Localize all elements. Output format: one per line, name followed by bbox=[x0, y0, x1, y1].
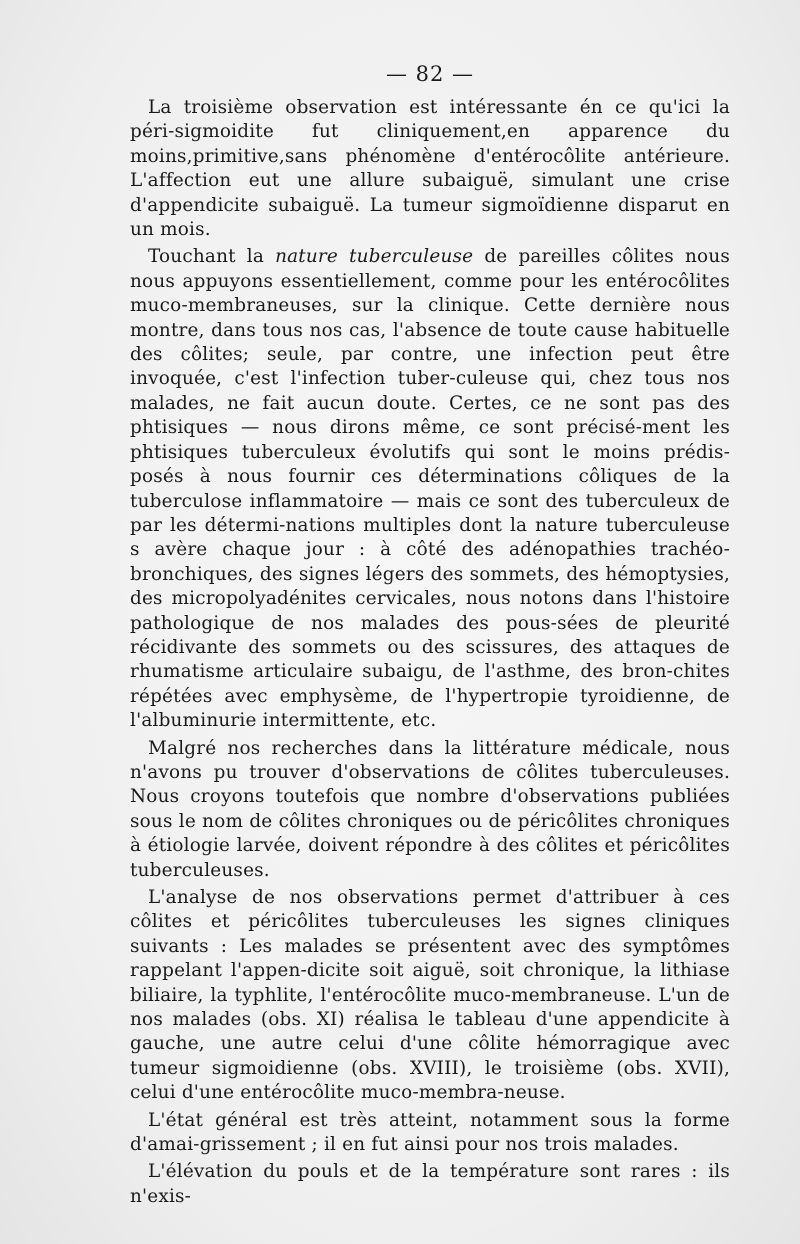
paragraph-2-text-start: Touchant la bbox=[148, 246, 276, 268]
italic-phrase: nature tuberculeuse bbox=[275, 246, 474, 268]
book-page bbox=[130, 62, 730, 1212]
paragraph-3-text: Malgré nos recherches dans la littérature médicale, nous n'avons pu trouver d'observations de côlites tuberculeuses. Nous croyons toutefois que nombre d'observations publiées sous le nom de côlites chroniques ou de péricôlites chroniques à étiologie larvée, doivent répondre à des côlites et péricôlites tuberculeuses. bbox=[130, 737, 730, 881]
paragraph-2 bbox=[130, 245, 730, 733]
paragraph-6-text: L'élévation du pouls et de la température sont rares : ils n'exis- bbox=[130, 1161, 730, 1207]
paragraph-4-text: L'analyse de nos observations permet d'attribuer à ces côlites et péricôlites tuberculeuses les signes cliniques suivants : Les malades se présentent avec des symptômes rappelant l'appen-dicite soit aiguë, soit chronique, la lithiase biliaire, la typhlite, l'entérocôlite muco-membraneuse. L'un de nos malades (obs. XI) réalisa le tableau d'une appendicite à gauche, une autre celui d'une côlite hémorragique avec tumeur sigmoidienne (obs. XVIII), le troisième (obs. XVII), celui d'une entérocôlite muco-membra-neuse. bbox=[130, 887, 730, 1104]
paragraph-6 bbox=[130, 1160, 730, 1209]
paragraph-2-text-end: de pareilles côlites nous nous appuyons essentiellement, comme pour les entérocôlites muco-membraneuses, sur la clinique. Cette dernière nous montre, dans tous nos cas, l'absence de toute cause habituelle des côlites; seule, par contre, une infection peut être invoquée, c'est l'infection tuber-culeuse qui, chez tous nos malades, ne fait aucun doute. Certes, ce ne sont pas des phtisiques — nous dirons même, ce sont précisé-ment les phtisiques tuberculeux évolutifs qui sont le moins prédis-posés à nous fournir ces déterminations côliques de la tuberculose inflammatoire — mais ce sont des tuberculeux de par les détermi-nations multiples dont la nature tuberculeuse s avère chaque jour : à côté des adénopathies trachéo-bronchiques, des signes légers des sommets, des hémoptysies, des micropolyadénites cervicales, nous notons dans l'histoire pathologique de nos malades des pous-sées de pleurité récidivante des sommets ou des scissures, des attaques de rhumatisme articulaire subaigu, de l'asthme, des bron-chites répétées avec emphysème, de l'hypertropie tyroidienne, de l'albuminurie intermittente, etc. bbox=[130, 246, 731, 732]
paragraph-5-text: L'état général est très atteint, notamment sous la forme d'amai-grissement ; il en fut ainsi pour nos trois malades. bbox=[130, 1109, 730, 1156]
paragraph-1-text: La troisième observation est intéressante én ce qu'ici la péri-sigmoidite fut cliniquement,en apparence du moins,primitive,sans phénomène d'entérocôlite antérieure. L'affection eut une allure subaiguë, simulant une crise d'appendicite subaiguë. La tumeur sigmoïdienne disparut en un mois. bbox=[130, 97, 730, 241]
paragraph-3 bbox=[130, 737, 730, 883]
page-number: — 82 — bbox=[385, 62, 475, 86]
paragraph-4 bbox=[130, 886, 730, 1106]
paragraph-1 bbox=[130, 96, 730, 242]
paragraph-5 bbox=[130, 1109, 730, 1158]
